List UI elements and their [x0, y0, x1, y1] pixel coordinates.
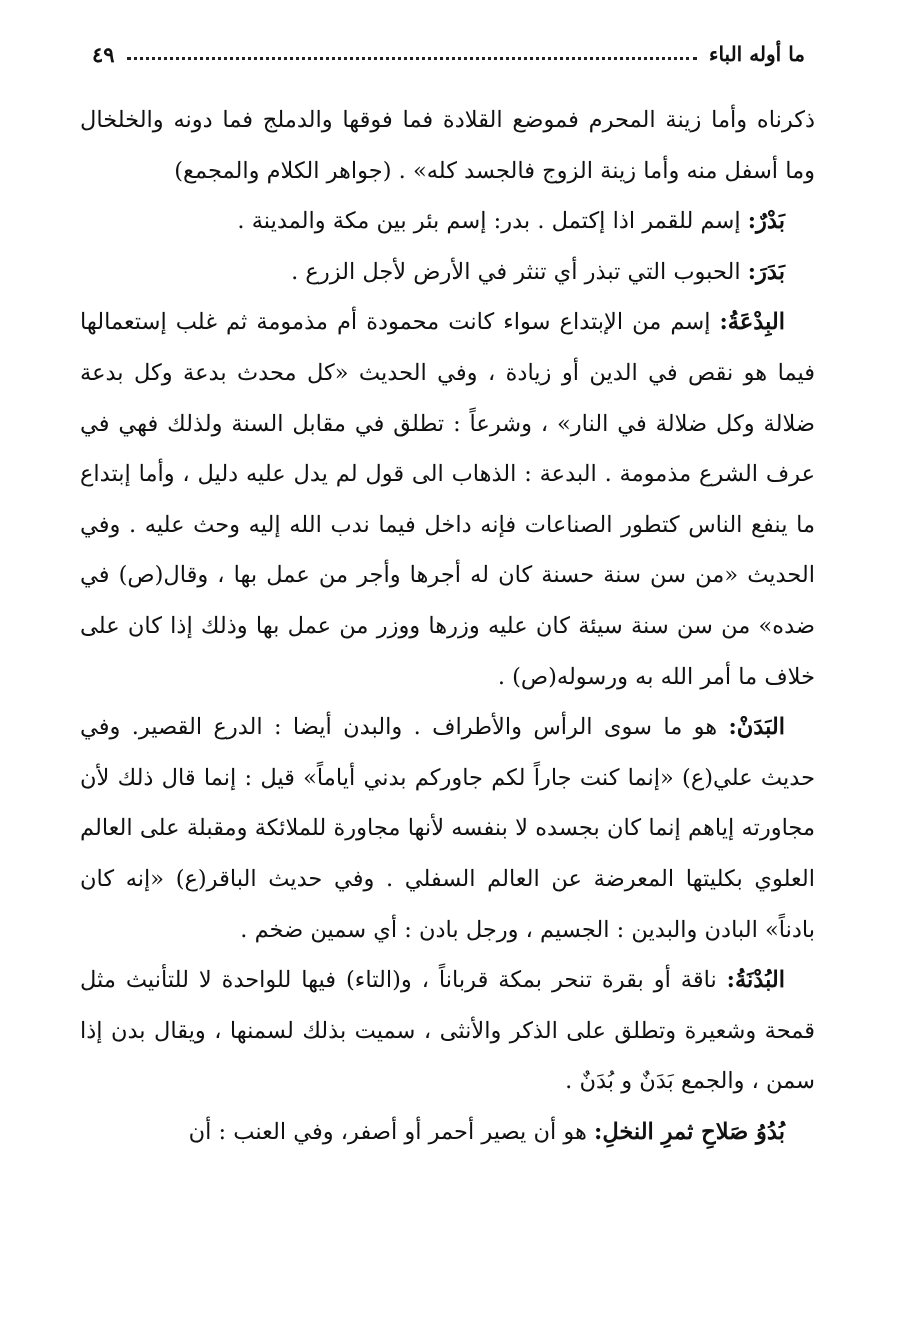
- body-text: [80, 95, 815, 1157]
- entry-term: البِدْعَةُ:: [719, 309, 785, 336]
- entry-definition: إسم للقمر اذا إكتمل . بدر: إسم بئر بين مكة والمدينة .: [237, 208, 748, 235]
- running-header: [92, 34, 805, 74]
- entry-definition: هو ما سوى الرأس والأطراف . والبدن أيضا : الدرع القصير. وفي حديث علي(ع) «إنما كنت جاراً لكم جاوركم بدني أياماً» قيل : إنما قال ذلك لأن مجاورته إياهم إنما كان بجسده لا بنفسه لأنها مجاورة للملائكة ومقبلة على العالم العلوي بكليتها المعرضة عن العالم السفلي . وفي حديث الباقر(ع) «إنه كان بادناً» البادن والبدين : الجسيم ، ورجل بادن : أي سمين ضخم .: [80, 714, 815, 943]
- entry-definition: الحبوب التي تبذر أي تنثر في الأرض لأجل الزرع .: [291, 258, 748, 285]
- entry-definition: إسم من الإبتداع سواء كانت محمودة أم مذمومة ثم غلب إستعمالها فيما هو نقص في الدين أو زيادة ، وفي الحديث «كل محدث بدعة وكل بدعة ضلالة وكل ضلالة في النار» ، وشرعاً : تطلق في مقابل السنة ولذلك فهي في عرف الشرع مذمومة . البدعة : الذهاب الى قول لم يدل عليه دليل ، وأما إبتداع ما ينفع الناس كتطور الصناعات فإنه داخل فيما ندب الله إليه وحث عليه . وفي الحديث «من سن سنة حسنة كان له أجرها وأجر من عمل بها ، وقال(ص) في ضده» من سن سنة سيئة كان عليه وزرها ووزر من عمل بها وذلك إذا كان على خلاف ما أمر الله به ورسوله(ص) .: [80, 309, 815, 690]
- entry-definition: هو أن يصير أحمر أو أصفر، وفي العنب : أن: [188, 1118, 595, 1145]
- entry-badara: [80, 247, 815, 298]
- entry-definition: ناقة أو بقرة تنحر بمكة قرباناً ، و(التاء) فيها للواحدة لا للتأنيث مثل قمحة وشعيرة وتطلق على الذكر والأنثى ، سميت بذلك لسمنها ، ويقال بدن إذا سمن ، والجمع بَدَنٌ و بُدَنٌ .: [80, 967, 815, 1095]
- entry-bidah: [80, 297, 815, 702]
- header-dot-leader: [127, 57, 697, 60]
- entry-badr: [80, 196, 815, 247]
- entry-term: البُدْنَةُ:: [726, 967, 785, 994]
- entry-budu-salah: [80, 1107, 815, 1158]
- entry-budnah: [80, 955, 815, 1107]
- continued-paragraph: [80, 95, 815, 196]
- entry-term: بَدَرَ:: [747, 258, 785, 285]
- paragraph-text: ذكرناه وأما زينة المحرم فموضع القلادة فما فوقها والدملج فما دونه والخلخال وما أسفل منه وأما زينة الزوج فالجسد كله» . (جواهر الكلام والمجمع): [80, 107, 815, 184]
- entry-term: بَدْرٌ:: [747, 208, 785, 235]
- page-number: ٤٩: [92, 41, 115, 67]
- chapter-title: ما أوله الباء: [709, 42, 805, 66]
- entry-term: البَدَنْ:: [728, 714, 785, 741]
- entry-badan: [80, 702, 815, 955]
- entry-term: بُدُوُ صَلاحِ ثمرِ النخلِ:: [594, 1118, 785, 1145]
